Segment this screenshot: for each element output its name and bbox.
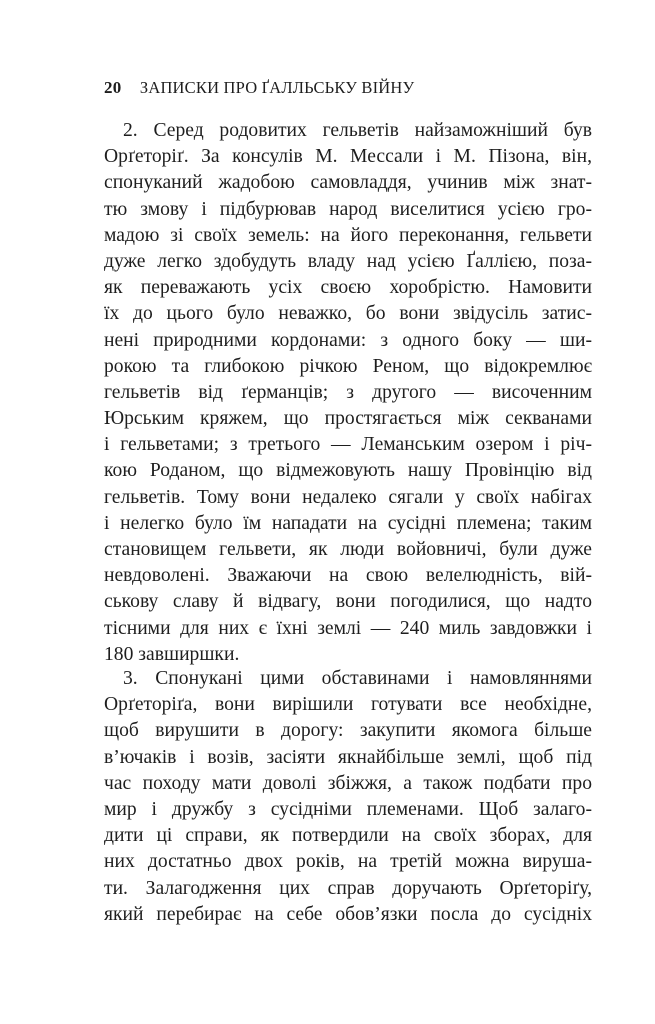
text-line: 2. Серед родовитих гельветів найзаможніший був (123, 120, 592, 141)
text-line: кою Роданом, що відмежовують нашу Провінцію від (104, 460, 592, 482)
page-number: 20 (104, 78, 122, 97)
text-line: Юрським кряжем, що простягається між секванами (104, 408, 592, 430)
text-line: становищем гельвети, як люди войовничі, були дуже (104, 539, 592, 560)
text-line: рокою та глибокою річкою Реном, що відокремлює (104, 355, 592, 377)
text-line: який перебирає на себе обов’язки посла до сусідніх (104, 903, 592, 925)
text-line: Орґеторіґ. За консулів М. Мессали і М. Пізона, він, (104, 146, 592, 168)
text-line: 180 завширшки. (104, 643, 240, 665)
text-line: і нелегко було їм нападати на сусідні племена; таким (104, 512, 592, 534)
text-line: дуже легко здобудуть владу над усією Ґаллією, поза- (104, 250, 592, 272)
text-line: них достатньо двох років, на третій можна вируша- (104, 851, 592, 873)
running-head (104, 78, 594, 98)
text-line: мир і дружбу з сусідніми племенами. Щоб залаго- (104, 798, 592, 820)
text-line: тю змову і підбурював народ виселитися усією гро- (104, 198, 592, 220)
text-line: ськову славу й відвагу, вони погодилися, що надто (104, 591, 592, 613)
text-line: невдоволені. Зважаючи на свою велелюдність, вій- (104, 565, 592, 587)
text-line: як переважають усіх своєю хоробрістю. Намовити (104, 277, 592, 299)
text-line: гельветів. Тому вони недалеко сягали у своїх набігах (104, 486, 592, 508)
text-line: Орґеторіґа, вони вирішили готувати все необхідне, (104, 694, 592, 716)
text-line: час походу мати доволі збіжжя, а також подбати про (104, 772, 592, 794)
text-line: в’ючаків і возів, засіяти якнайбільше землі, щоб під (104, 746, 592, 768)
text-line: дити ці справи, як потвердили на своїх зборах, для (104, 825, 592, 847)
text-line: мадою зі своїх земель: на його переконання, гельвети (104, 224, 592, 246)
text-line: їх до цього було неважко, бо вони звідусіль затис- (104, 303, 592, 325)
text-line: щоб вирушити в дорогу: закупити якомога більше (104, 720, 592, 742)
running-title: ЗАПИСКИ ПРО ҐАЛЛЬСЬКУ ВІЙНУ (139, 78, 415, 97)
paragraph-3 (104, 666, 592, 928)
paragraph-2 (104, 118, 592, 668)
text-line: 3. Спонукані цими обставинами і намовляннями (123, 668, 592, 689)
text-line: ти. Залагодження цих справ доручають Орґеторіґу, (104, 877, 592, 899)
text-line: і гельветами; з третього — Леманським озером і річ- (104, 434, 592, 456)
text-line: гельветів від ґерманців; з другого — височенним (104, 381, 592, 403)
text-line: тісними для них є їхні землі — 240 миль завдовжки і (104, 617, 592, 639)
text-line: нені природними кордонами: з одного боку — ши- (104, 329, 592, 351)
text-line: спонуканий жадобою самовладдя, учинив між знат- (104, 172, 592, 194)
